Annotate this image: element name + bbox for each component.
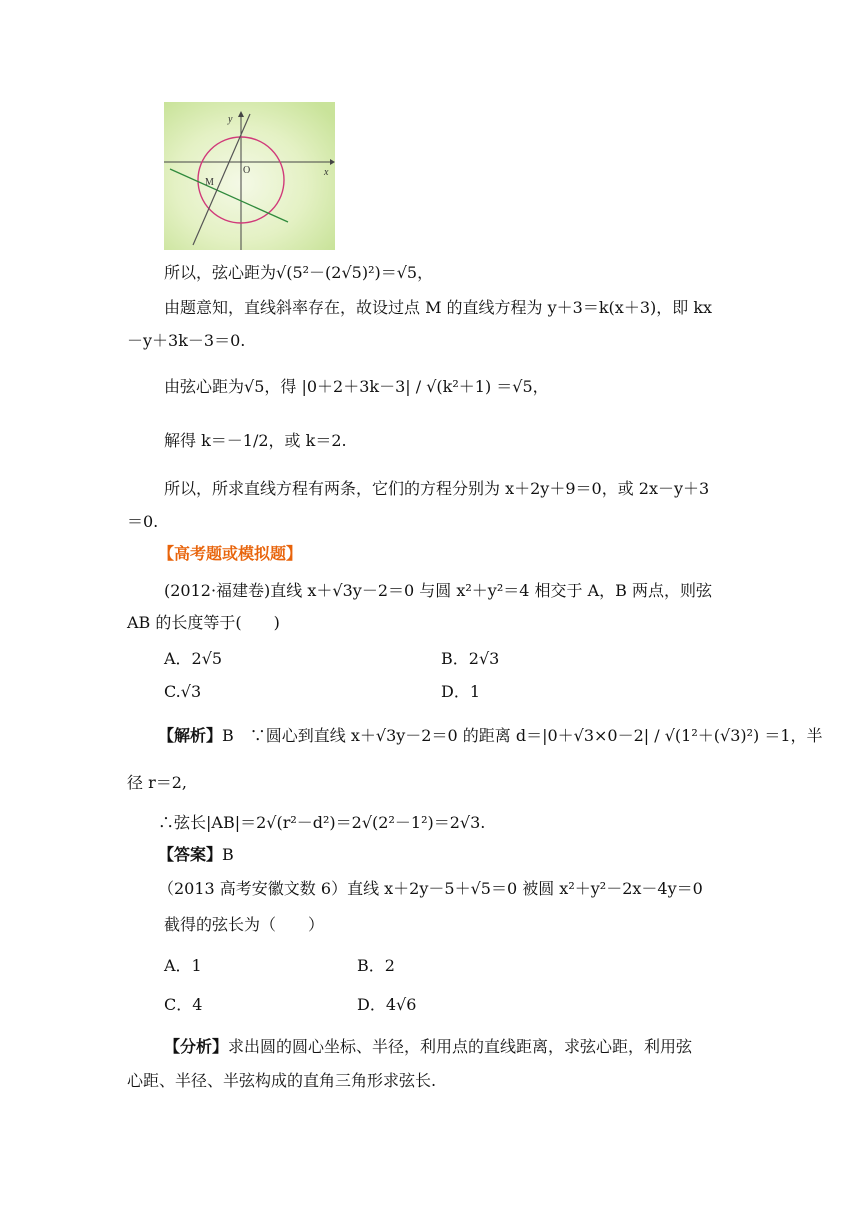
option-a: A．2√5 xyxy=(164,649,223,668)
text-line: 由题意知，直线斜率存在，故设过点 M 的直线方程为 y＋3＝k(x＋3)，即 kx xyxy=(164,298,713,317)
question-stem: （2013 高考安徽文数 6）直线 x＋2y－5＋√5＝0 被圆 x²＋y²－2x－4y＝0 xyxy=(158,879,703,898)
text-line: －y＋3k－3＝0. xyxy=(127,331,246,350)
analysis-text: B ∵圆心到直线 x＋√3y－2＝0 的距离 d＝|0＋√3×0－2| / √(1²＋(√3)²) ＝1，半 xyxy=(222,726,823,745)
option-d: D．1 xyxy=(441,682,481,701)
text-line: 所以，所求直线方程有两条，它们的方程分别为 x＋2y＋9＝0，或 2x－y＋3 xyxy=(164,479,710,498)
answer-value: B xyxy=(222,845,234,864)
text-line: 心距、半径、半弦构成的直角三角形求弦长. xyxy=(127,1071,437,1090)
point-m-label: M xyxy=(205,177,214,188)
question-stem: 截得的弦长为（ ） xyxy=(164,915,325,934)
origin-label: O xyxy=(243,165,251,176)
circle-diagram xyxy=(164,102,335,250)
fenxi-text: 求出圆的圆心坐标、半径，利用点的直线距离，求弦心距，利用弦 xyxy=(228,1037,693,1056)
analysis-tag: 【解析】 xyxy=(158,726,223,745)
analysis-line xyxy=(158,725,823,747)
option-c: C．4 xyxy=(164,995,203,1014)
option-c: C.√3 xyxy=(164,682,202,701)
x-label: x xyxy=(324,167,329,178)
text-line: 所以，弦心距为√(5²－(2√5)²)＝√5， xyxy=(164,263,434,282)
answer-tag: 【答案】 xyxy=(158,845,223,864)
coordinate-figure xyxy=(164,102,335,250)
figure-background xyxy=(164,102,335,250)
option-b: B．2√3 xyxy=(441,649,500,668)
section-heading: 【高考题或模拟题】 xyxy=(158,544,303,563)
question-stem: (2012·福建卷)直线 x＋√3y－2＝0 与圆 x²＋y²＝4 相交于 A，B 两点，则弦 xyxy=(164,581,712,600)
text-line: 由弦心距为√5，得 |0＋2＋3k－3| / √(k²＋1) ＝√5， xyxy=(164,377,549,396)
answer-line xyxy=(158,844,234,866)
y-label: y xyxy=(228,114,233,125)
text-line: 解得 k＝－1/2，或 k＝2. xyxy=(164,431,347,450)
option-b: B．2 xyxy=(357,956,395,975)
text-line: 径 r＝2, xyxy=(127,773,188,792)
option-d: D．4√6 xyxy=(357,995,417,1014)
option-a: A．1 xyxy=(164,956,202,975)
question-stem: AB 的长度等于( ) xyxy=(127,613,280,632)
text-line: ∴弦长|AB|＝2√(r²－d²)＝2√(2²－1²)＝2√3. xyxy=(158,813,486,832)
text-line: ＝0. xyxy=(127,512,159,531)
fenxi-line xyxy=(164,1036,692,1058)
fenxi-tag: 【分析】 xyxy=(164,1037,229,1056)
